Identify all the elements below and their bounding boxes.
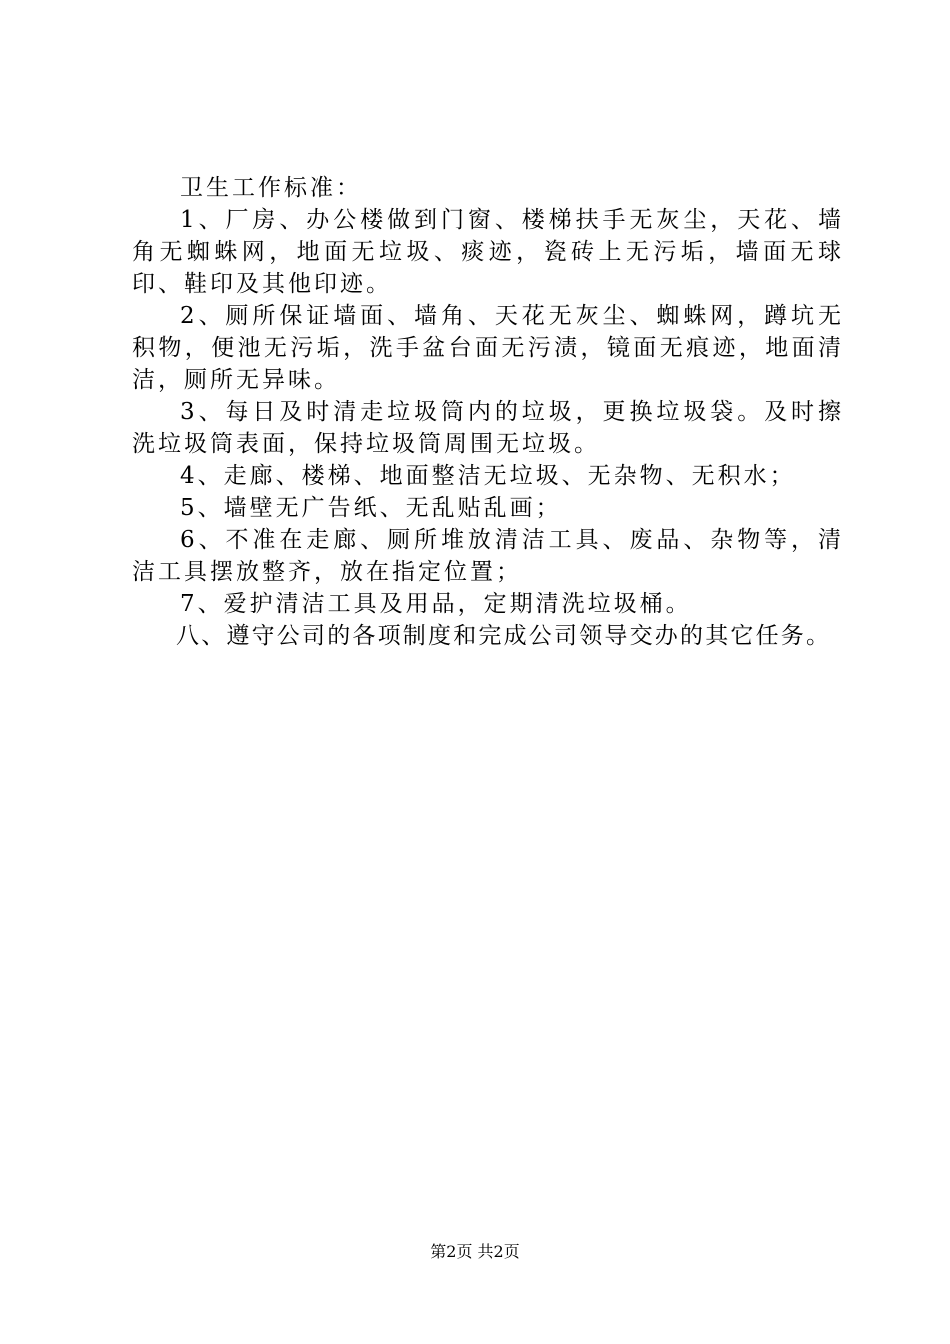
standard-item-3: 3、每日及时清走垃圾筒内的垃圾，更换垃圾袋。及时擦洗垃圾筒表面，保持垃圾筒周围无垃圾。	[132, 399, 844, 457]
standard-item-1: 1、厂房、办公楼做到门窗、楼梯扶手无灰尘，天花、墙角无蜘蛛网，地面无垃圾、痰迹，瓷砖上无污垢，墙面无球印、鞋印及其他印迹。	[132, 207, 844, 297]
document-body	[132, 172, 844, 652]
standard-item-6: 6、不准在走廊、厕所堆放清洁工具、废品、杂物等，清洁工具摆放整齐，放在指定位置；	[132, 527, 844, 585]
page-number-footer: 第2页 共2页	[430, 1242, 520, 1261]
standard-item-7: 7、爱护清洁工具及用品，定期清洗垃圾桶。	[180, 591, 692, 617]
standard-item-4: 4、走廊、楼梯、地面整洁无垃圾、无杂物、无积水；	[180, 463, 796, 489]
standard-item-8: 八、遵守公司的各项制度和完成公司领导交办的其它任务。	[176, 623, 832, 649]
section-heading: 卫生工作标准：	[180, 175, 362, 201]
standard-item-2: 2、厕所保证墙面、墙角、天花无灰尘、蜘蛛网，蹲坑无积物，便池无污垢，洗手盆台面无污渍，镜面无痕迹，地面清洁，厕所无异味。	[132, 303, 844, 393]
standard-item-5: 5、墙壁无广告纸、无乱贴乱画；	[180, 495, 562, 521]
